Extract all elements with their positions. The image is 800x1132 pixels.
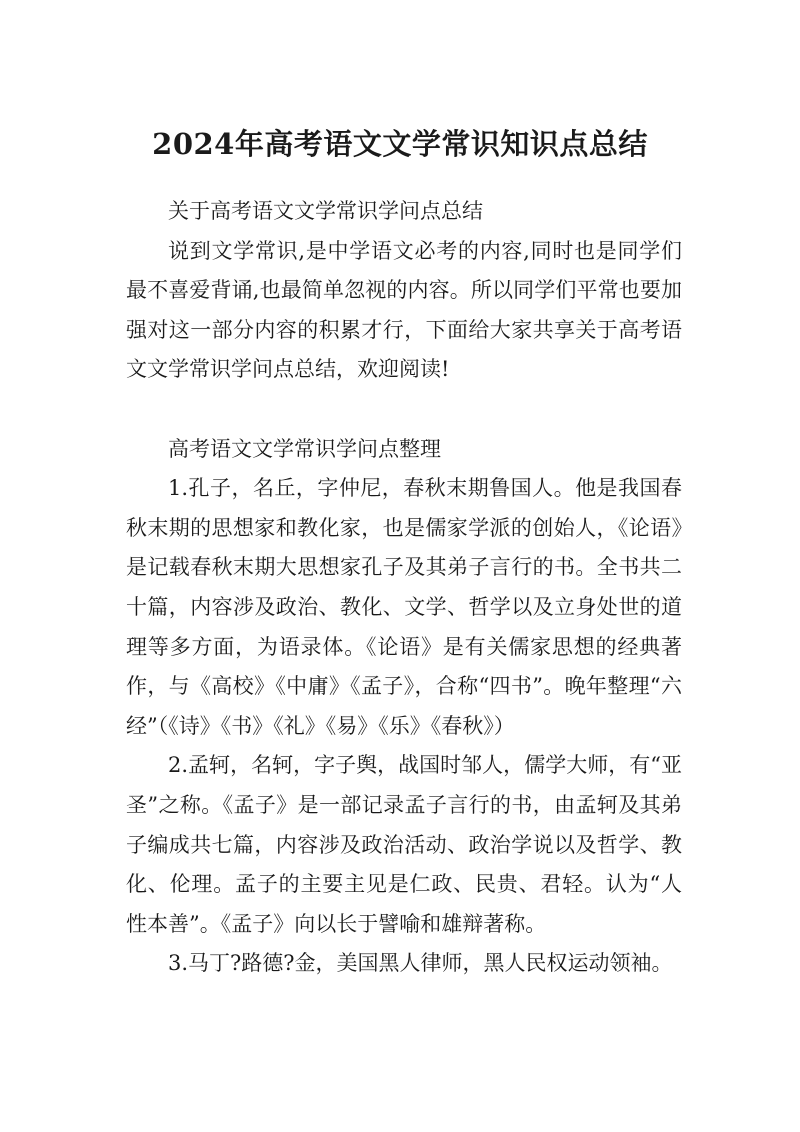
document-body xyxy=(126,192,682,984)
list-item-1: 1.孔子，名丘，字仲尼，春秋末期鲁国人。他是我国春秋末期的思想家和教化家，也是儒家学派的创始人，《论语》是记载春秋末期大思想家孔子及其弟子言行的书。全书共二十篇，内容涉及政治、教化、文学、哲学以及立身处世的道理等多方面，为语录体。《论语》是有关儒家思想的经典著作，与《高校》《中庸》《孟子》，合称“四书”。晚年整理“六经”（《诗》《书》《礼》《易》《乐》《春秋》） xyxy=(126,476,682,738)
section-heading: 高考语文文学常识学问点整理 xyxy=(168,436,441,461)
document-title: 2024年高考语文文学常识知识点总结 xyxy=(152,127,648,161)
intro-heading: 关于高考语文文学常识学问点总结 xyxy=(168,199,483,223)
list-item-3: 3.马丁?路德?金，美国黑人律师，黑人民权运动领袖。 xyxy=(168,951,673,976)
intro-paragraph: 说到文学常识,是中学语文必考的内容,同时也是同学们最不喜爱背诵,也最简单忽视的内容。所以同学们平常也要加强对这一部分内容的积累才行，下面给大家共享关于高考语文文学常识学问点总结，欢迎阅读! xyxy=(126,238,682,382)
list-item-2: 2.孟轲，名轲，字子舆，战国时邹人，儒学大师，有“亚圣”之称。《孟子》是一部记录孟子言行的书，由孟轲及其弟子编成共七篇，内容涉及政治活动、政治学说以及哲学、教化、伦理。孟子的主要主见是仁政、民贵、君轻。认为“人性本善”。《孟子》向以长于譬喻和雄辩著称。 xyxy=(126,753,682,936)
paragraph-gap xyxy=(126,390,682,430)
